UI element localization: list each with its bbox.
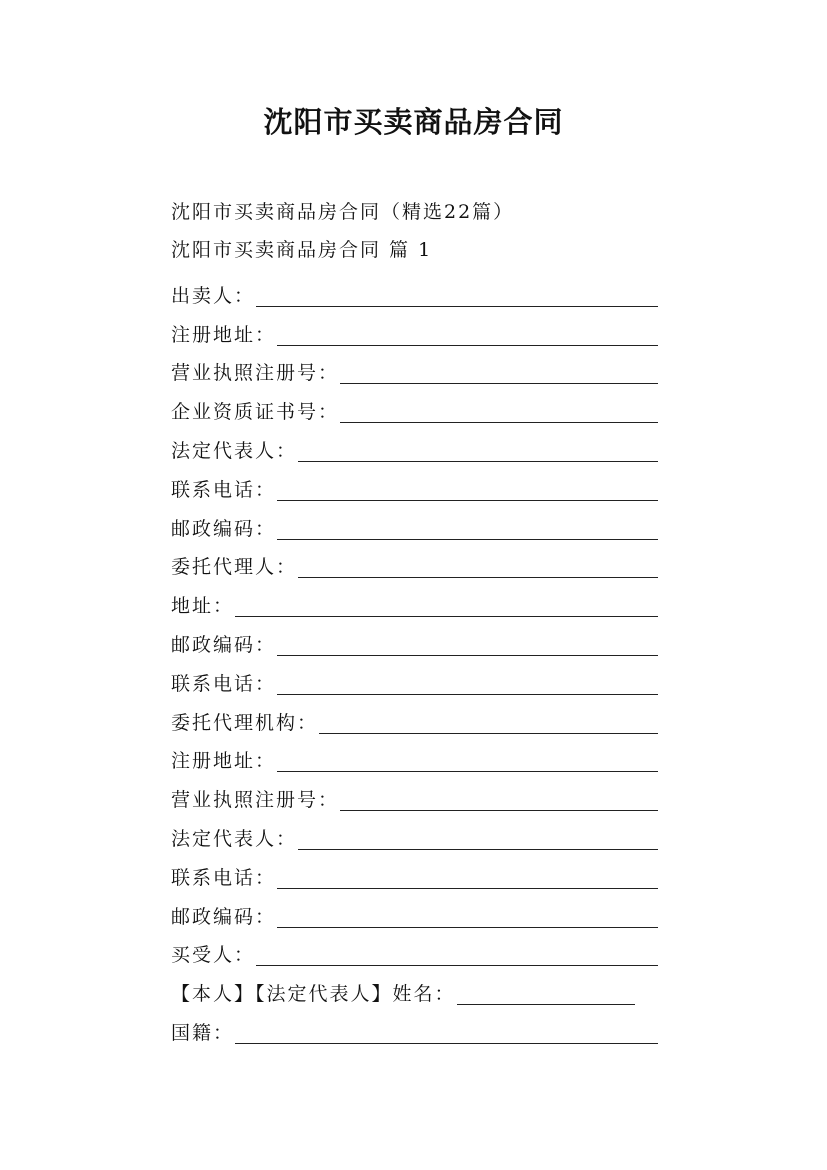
field-address bbox=[171, 585, 658, 624]
field-nationality bbox=[171, 1012, 658, 1051]
fill-in-line bbox=[277, 341, 658, 346]
field-registered-address bbox=[171, 741, 658, 780]
field-label: 营业执照注册号： bbox=[171, 362, 340, 385]
fill-in-line bbox=[256, 961, 658, 966]
field-label: 法定代表人： bbox=[171, 439, 298, 462]
fill-in-line bbox=[235, 1039, 658, 1044]
field-legal-representative bbox=[171, 430, 658, 469]
fill-in-line bbox=[235, 612, 658, 617]
field-label: 委托代理人： bbox=[171, 556, 298, 579]
field-buyer bbox=[171, 935, 658, 974]
field-postcode bbox=[171, 896, 658, 935]
fill-in-line bbox=[277, 923, 658, 928]
field-phone bbox=[171, 857, 658, 896]
fill-in-line bbox=[277, 651, 658, 656]
field-label: 邮政编码： bbox=[171, 517, 277, 540]
field-seller bbox=[171, 275, 658, 314]
field-qualification-cert-no bbox=[171, 391, 658, 430]
section-heading: 沈阳市买卖商品房合同 篇 1 bbox=[171, 239, 433, 261]
field-label: 联系电话： bbox=[171, 478, 277, 501]
field-postcode bbox=[171, 508, 658, 547]
field-label: 【本人】【法定代表人】姓名： bbox=[171, 983, 456, 1006]
field-label: 联系电话： bbox=[171, 672, 277, 695]
fill-in-line bbox=[457, 1000, 635, 1005]
field-legal-representative bbox=[171, 818, 658, 857]
field-label: 企业资质证书号： bbox=[171, 401, 340, 424]
field-authorized-agency bbox=[171, 702, 658, 741]
document-title: 沈阳市买卖商品房合同 bbox=[263, 105, 564, 139]
fill-in-line bbox=[298, 845, 658, 850]
field-label: 地址： bbox=[171, 595, 235, 618]
field-label: 营业执照注册号： bbox=[171, 789, 340, 812]
fill-in-line bbox=[277, 884, 658, 889]
fill-in-line bbox=[277, 535, 658, 540]
field-business-license-no bbox=[171, 353, 658, 392]
fill-in-line bbox=[256, 302, 658, 307]
fill-in-line bbox=[277, 496, 658, 501]
field-label: 法定代表人： bbox=[171, 827, 298, 850]
field-name bbox=[171, 973, 658, 1012]
field-label: 注册地址： bbox=[171, 323, 277, 346]
field-label: 买受人： bbox=[171, 944, 256, 967]
field-label: 注册地址： bbox=[171, 750, 277, 773]
field-label: 邮政编码： bbox=[171, 633, 277, 656]
fill-in-line bbox=[298, 457, 658, 462]
fill-in-line bbox=[277, 690, 658, 695]
field-label: 联系电话： bbox=[171, 866, 277, 889]
field-label: 邮政编码： bbox=[171, 905, 277, 928]
field-label: 国籍： bbox=[171, 1021, 235, 1044]
fill-in-line bbox=[340, 806, 658, 811]
field-authorized-agent bbox=[171, 547, 658, 586]
field-registered-address bbox=[171, 314, 658, 353]
field-phone bbox=[171, 663, 658, 702]
fill-in-line bbox=[298, 573, 658, 578]
field-label: 委托代理机构： bbox=[171, 711, 319, 734]
document-subtitle: 沈阳市买卖商品房合同（精选22篇） bbox=[171, 201, 515, 223]
field-business-license-no bbox=[171, 779, 658, 818]
field-phone bbox=[171, 469, 658, 508]
field-postcode bbox=[171, 624, 658, 663]
fill-in-line bbox=[340, 379, 658, 384]
field-label: 出卖人： bbox=[171, 284, 256, 307]
form-fields bbox=[171, 275, 658, 1051]
fill-in-line bbox=[340, 418, 658, 423]
fill-in-line bbox=[319, 729, 658, 734]
fill-in-line bbox=[277, 767, 658, 772]
